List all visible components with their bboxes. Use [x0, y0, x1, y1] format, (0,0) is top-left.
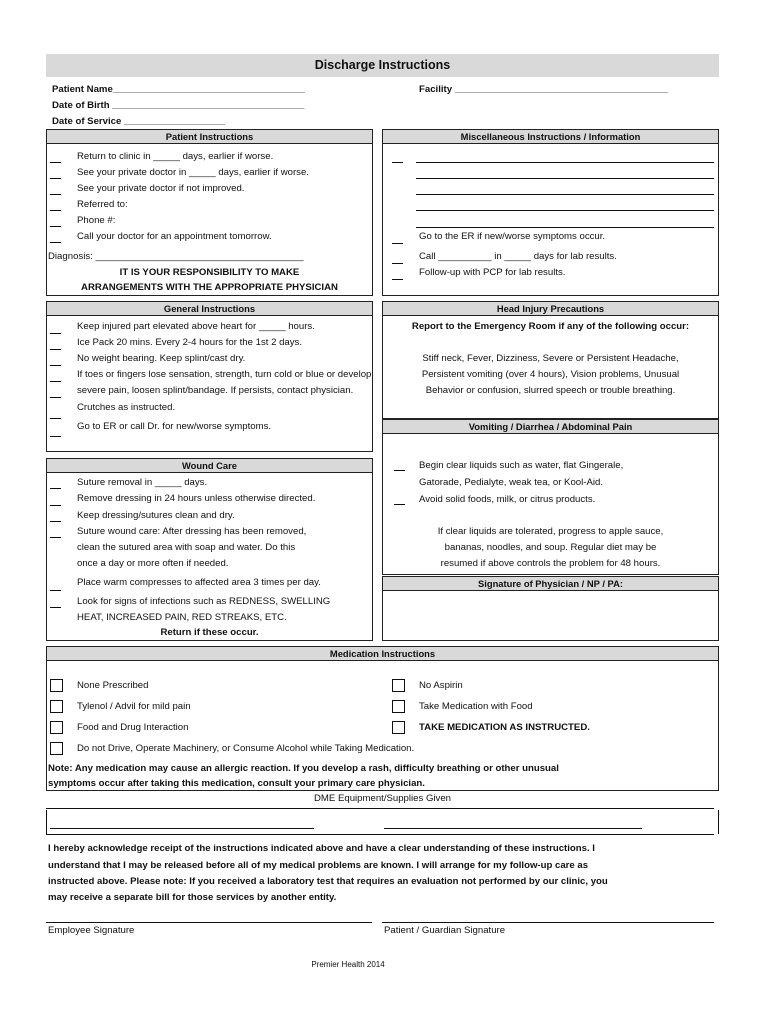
wound-item: once a day or more often if needed. — [77, 558, 229, 569]
patient-item: See your private doctor if not improved. — [77, 183, 245, 194]
misc-instructions-header: Miscellaneous Instructions / Information — [382, 129, 719, 144]
general-item: No weight bearing. Keep splint/cast dry. — [77, 353, 246, 364]
wound-return-note: Return if these occur. — [160, 627, 259, 638]
medication-header: Medication Instructions — [46, 646, 719, 661]
wound-item: Suture removal in _____ days. — [77, 477, 208, 488]
patient-item: Call your doctor for an appointment tomorrow. — [77, 231, 272, 242]
head-injury-line: Behavior or confusion, slurred speech or trouble breathing. — [425, 385, 676, 396]
patient-signature-label: Patient / Guardian Signature — [384, 925, 506, 936]
wound-item: Suture wound care: After dressing has been removed, — [77, 526, 307, 537]
checkbox-line[interactable] — [392, 243, 403, 244]
physician-signature-box[interactable] — [382, 590, 719, 641]
misc-item: Go to the ER if new/worse symptoms occur. — [419, 231, 606, 242]
responsibility-line-1: IT IS YOUR RESPONSIBILITY TO MAKE — [119, 267, 300, 278]
misc-item: Follow-up with PCP for lab results. — [419, 267, 566, 278]
checkbox-line[interactable] — [50, 210, 61, 211]
misc-write-line[interactable] — [416, 210, 714, 211]
checkbox-line[interactable] — [50, 436, 61, 437]
dme-bottom-rule — [46, 834, 714, 835]
general-item: If toes or fingers lose sensation, strength, turn cold or blue or develop — [77, 369, 371, 380]
checkbox-no-drive[interactable] — [50, 742, 63, 755]
employee-signature-label: Employee Signature — [48, 925, 135, 936]
checkbox-line[interactable] — [50, 590, 61, 591]
patient-item: See your private doctor in _____ days, earlier if worse. — [77, 167, 309, 178]
page-title: Discharge Instructions — [46, 54, 719, 77]
medication-option: Food and Drug Interaction — [77, 722, 189, 733]
head-injury-lead: Report to the Emergency Room if any of the following occur: — [411, 321, 690, 332]
checkbox-line[interactable] — [50, 365, 61, 366]
checkbox-line[interactable] — [50, 349, 61, 350]
medication-option: None Prescribed — [77, 680, 149, 691]
head-injury-header: Head Injury Precautions — [382, 301, 719, 316]
dme-write-line[interactable] — [384, 828, 642, 829]
wound-item: Keep dressing/sutures clean and dry. — [77, 510, 235, 521]
medication-option: Take Medication with Food — [419, 701, 533, 712]
checkbox-line[interactable] — [392, 263, 403, 264]
medication-note: Note: Any medication may cause an allergic reaction. If you develop a rash, difficulty breathing or other unusual — [48, 763, 559, 774]
checkbox-line[interactable] — [394, 504, 405, 505]
wound-item: Place warm compresses to affected area 3 times per day. — [77, 577, 321, 588]
medication-option: TAKE MEDICATION AS INSTRUCTED. — [419, 722, 590, 733]
checkbox-line[interactable] — [394, 470, 405, 471]
checkbox-line[interactable] — [50, 242, 61, 243]
vomiting-item: Avoid solid foods, milk, or citrus products. — [419, 494, 596, 505]
checkbox-tylenol[interactable] — [50, 700, 63, 713]
checkbox-line[interactable] — [50, 537, 61, 538]
misc-write-line[interactable] — [416, 178, 714, 179]
checkbox-as-instructed[interactable] — [392, 721, 405, 734]
vomiting-item: Gatorade, Pedialyte, weak tea, or Kool-Aid. — [419, 477, 603, 488]
general-item: Ice Pack 20 mins. Every 2-4 hours for the 1st 2 days. — [77, 337, 303, 348]
date-of-service-field[interactable]: Date of Service ___________________ — [52, 116, 226, 127]
acknowledgement-text: understand that I may be released before all of my medical problems are known. I will arrange for my follow-up care as — [48, 860, 589, 871]
physician-signature-header: Signature of Physician / NP / PA: — [382, 576, 719, 591]
wound-care-header: Wound Care — [46, 458, 373, 473]
general-item: severe pain, loosen splint/bandage. If persists, contact physician. — [77, 385, 354, 396]
acknowledgement-text: instructed above. Please note: If you received a laboratory test that requires an evaluation not performed by our clinic, you — [48, 876, 608, 887]
dme-right-edge — [718, 810, 719, 834]
vomiting-item: Begin clear liquids such as water, flat Gingerale, — [419, 460, 624, 471]
checkbox-line[interactable] — [50, 521, 61, 522]
medication-option: No Aspirin — [419, 680, 463, 691]
diagnosis-field[interactable]: Diagnosis: _______________________________________ — [48, 251, 304, 262]
acknowledgement-text: may receive a separate bill for those services by another entity. — [48, 892, 337, 903]
patient-name-field[interactable]: Patient Name____________________________________ — [52, 84, 305, 95]
checkbox-line[interactable] — [50, 607, 61, 608]
checkbox-no-aspirin[interactable] — [392, 679, 405, 692]
vomiting-line: If clear liquids are tolerated, progress to apple sauce, — [437, 526, 664, 537]
wound-item: Remove dressing in 24 hours unless otherwise directed. — [77, 493, 316, 504]
checkbox-line[interactable] — [50, 333, 61, 334]
patient-item: Return to clinic in _____ days, earlier if worse. — [77, 151, 274, 162]
misc-item: Call __________ in _____ days for lab results. — [419, 251, 617, 262]
dme-write-line[interactable] — [50, 828, 314, 829]
patient-signature-line[interactable] — [382, 922, 714, 923]
facility-field[interactable]: Facility ________________________________________ — [419, 84, 669, 95]
vomiting-header: Vomiting / Diarrhea / Abdominal Pain — [382, 419, 719, 434]
checkbox-line[interactable] — [50, 418, 61, 419]
checkbox-line[interactable] — [50, 381, 61, 382]
checkbox-line[interactable] — [50, 488, 61, 489]
wound-item: Look for signs of infections such as REDNESS, SWELLING — [77, 596, 331, 607]
head-injury-line: Persistent vomiting (over 4 hours), Vision problems, Unusual — [421, 369, 680, 380]
general-instructions-header: General Instructions — [46, 301, 373, 316]
checkbox-none-prescribed[interactable] — [50, 679, 63, 692]
patient-item: Referred to: — [77, 199, 128, 210]
misc-write-line[interactable] — [416, 162, 714, 163]
misc-write-line[interactable] — [416, 227, 714, 228]
medication-option: Tylenol / Advil for mild pain — [77, 701, 191, 712]
misc-write-line[interactable] — [416, 194, 714, 195]
dme-header: DME Equipment/Supplies Given — [313, 793, 452, 804]
checkbox-line[interactable] — [392, 279, 403, 280]
employee-signature-line[interactable] — [46, 922, 372, 923]
checkbox-line[interactable] — [50, 397, 61, 398]
wound-item: HEAT, INCREASED PAIN, RED STREAKS, ETC. — [77, 612, 287, 623]
checkbox-line[interactable] — [50, 162, 61, 163]
responsibility-line-2: ARRANGEMENTS WITH THE APPROPRIATE PHYSICIAN — [81, 282, 338, 293]
vomiting-line: bananas, noodles, and soup. Regular diet may be — [444, 542, 657, 553]
dme-left-edge — [46, 810, 47, 834]
checkbox-take-with-food[interactable] — [392, 700, 405, 713]
medication-note: symptoms occur after taking this medication, consult your primary care physician. — [48, 778, 425, 789]
checkbox-line[interactable] — [392, 162, 403, 163]
checkbox-line[interactable] — [50, 194, 61, 195]
general-item: Crutches as instructed. — [77, 402, 176, 413]
head-injury-line: Stiff neck, Fever, Dizziness, Severe or Persistent Headache, — [422, 353, 679, 364]
patient-instructions-header: Patient Instructions — [46, 129, 373, 144]
checkbox-line[interactable] — [50, 505, 61, 506]
dme-top-rule — [46, 808, 714, 809]
checkbox-line[interactable] — [50, 226, 61, 227]
wound-item: clean the sutured area with soap and water. Do this — [77, 542, 296, 553]
general-item: Keep injured part elevated above heart for _____ hours. — [77, 321, 315, 332]
footer-text: Premier Health 2014 — [311, 960, 385, 969]
patient-item: Phone #: — [77, 215, 116, 226]
checkbox-food-drug[interactable] — [50, 721, 63, 734]
checkbox-line[interactable] — [50, 178, 61, 179]
acknowledgement-text: I hereby acknowledge receipt of the instructions indicated above and have a clear understanding of these instructions. I — [48, 843, 595, 854]
medication-option: Do not Drive, Operate Machinery, or Consume Alcohol while Taking Medication. — [77, 743, 415, 754]
general-item: Go to ER or call Dr. for new/worse symptoms. — [77, 421, 272, 432]
vomiting-line: resumed if above controls the problem for 48 hours. — [440, 558, 661, 569]
date-of-birth-field[interactable]: Date of Birth ____________________________________ — [52, 100, 305, 111]
